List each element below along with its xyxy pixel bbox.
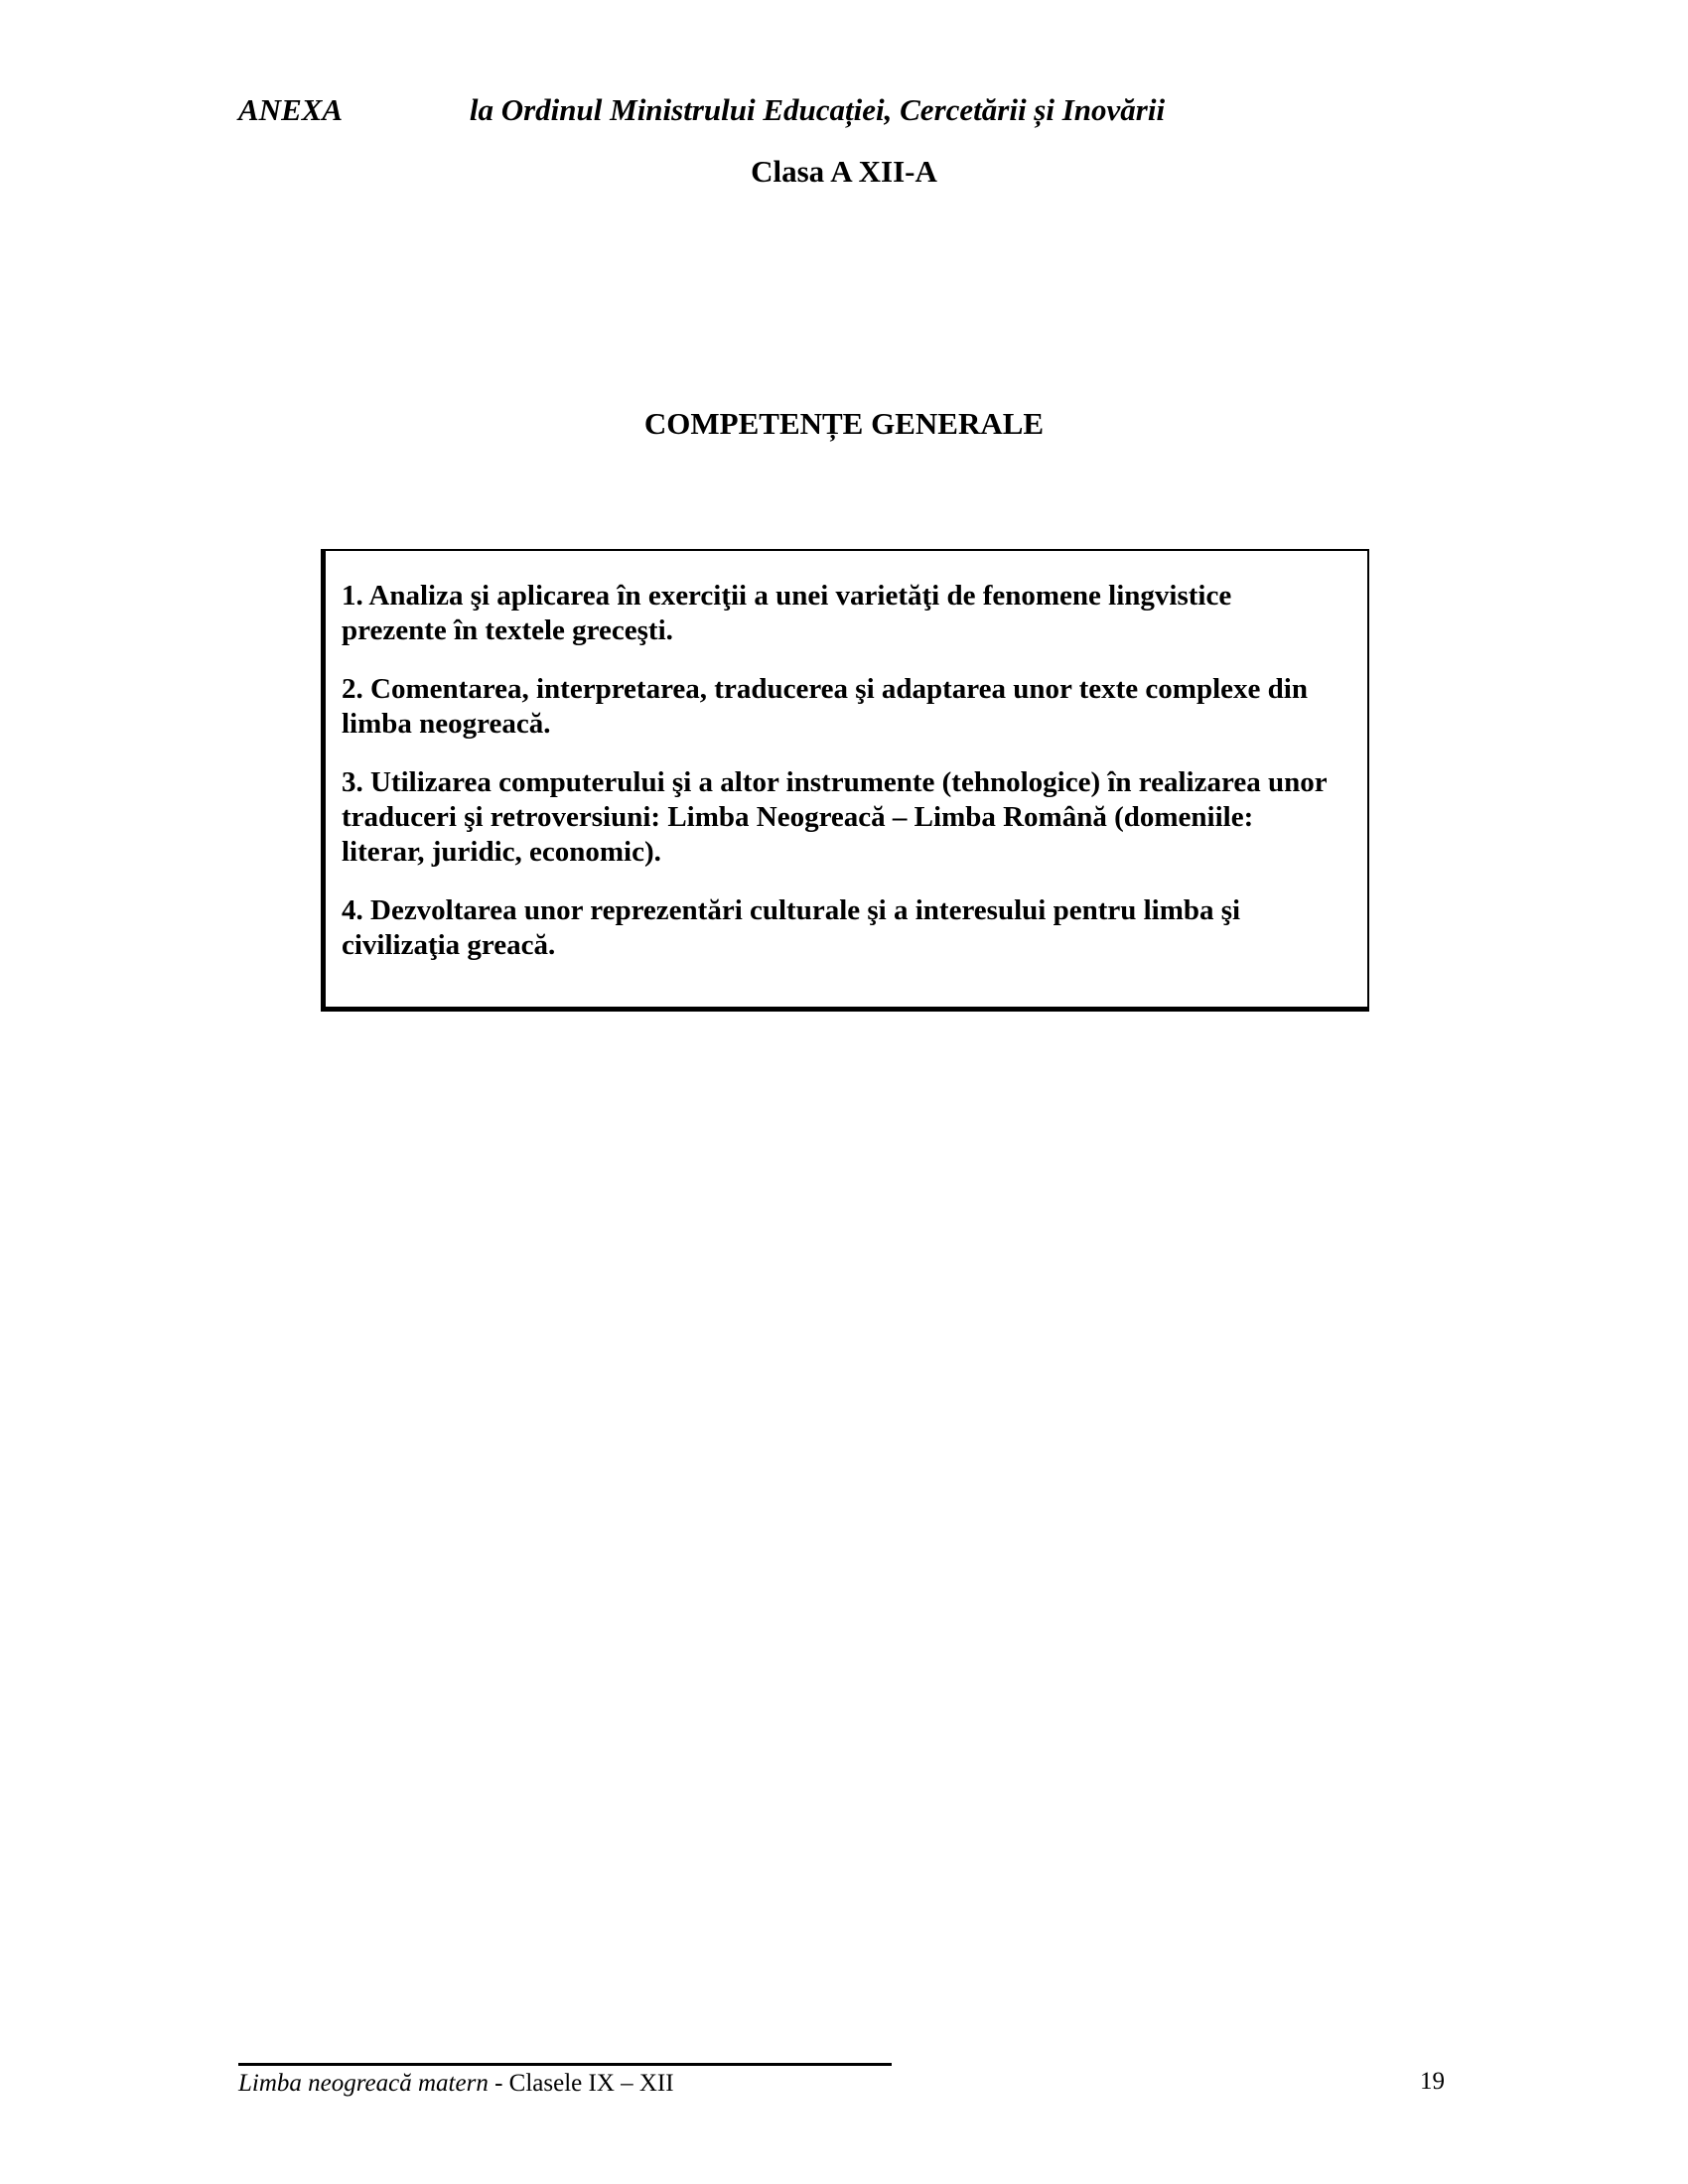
order-reference: la Ordinul Ministrului Educației, Cercetării și Inovării [469, 92, 1166, 127]
document-header [238, 92, 1165, 128]
competences-box [321, 549, 1369, 1012]
competence-item-2: 2. Comentarea, interpretarea, traducerea şi adaptarea unor texte complexe din limba neogreacă. [342, 673, 1308, 740]
footer-divider [238, 2063, 892, 2066]
footer-caption [238, 2070, 674, 2098]
page-number: 19 [1420, 2068, 1445, 2095]
footer-classes: - Clasele IX – XII [488, 2070, 674, 2097]
section-title: COMPETENȚE GENERALE [643, 406, 1045, 441]
footer-subject: Limba neogreacă matern [238, 2070, 489, 2097]
competence-item-3: 3. Utilizarea computerului şi a altor instrumente (tehnologice) în realizarea unor traduceri şi retroversiuni: Limba Neogreacă – Limba Română (domeniile: literar, juridic, economic). [342, 766, 1328, 868]
class-title: Clasa A XII-A [751, 154, 937, 189]
annex-label: ANEXA [238, 92, 344, 127]
competence-item-4: 4. Dezvoltarea unor reprezentări culturale şi a interesului pentru limba şi civilizaţia greacă. [342, 894, 1241, 961]
competence-item-1: 1. Analiza şi aplicarea în exerciţii a unei varietăţi de fenomene lingvistice prezente în textele greceşti. [342, 580, 1232, 646]
